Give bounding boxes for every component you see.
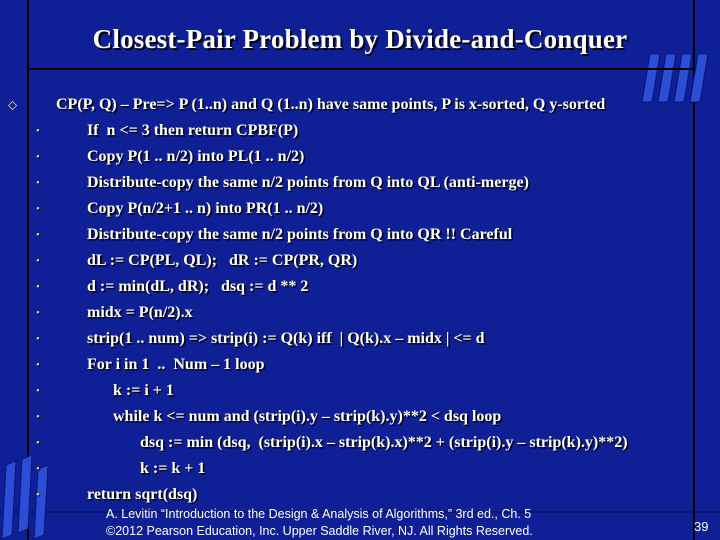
code-line: k := i + 1 [113, 382, 174, 399]
code-line: midx = P(n/2).x [87, 304, 193, 321]
page-number: 39 [694, 519, 709, 534]
code-line: dL := CP(PL, QL); dR := CP(PR, QR) [87, 252, 358, 269]
round-bullet-icon: • [36, 281, 40, 293]
round-bullet-icon: • [36, 385, 40, 397]
code-line: Copy P(n/2+1 .. n) into PR(1 .. n/2) [87, 200, 324, 217]
round-bullet-icon: • [36, 411, 40, 423]
code-line: return sqrt(dsq) [87, 486, 198, 503]
round-bullet-icon: • [36, 151, 40, 163]
code-line: Distribute-copy the same n/2 points from Q into QR !! Careful [87, 226, 513, 243]
round-bullet-icon: • [36, 437, 40, 449]
round-bullet-icon: • [36, 203, 40, 215]
code-line: d := min(dL, dR); dsq := d ** 2 [87, 278, 309, 295]
slide-title: Closest-Pair Problem by Divide-and-Conquer [92, 24, 628, 54]
round-bullet-icon: • [36, 463, 40, 475]
code-line: strip(1 .. num) => strip(i) := Q(k) iff | Q(k).x – midx | <= d [87, 330, 485, 347]
round-bullet-icon: • [36, 307, 40, 319]
code-line: Distribute-copy the same n/2 points from Q into QL (anti-merge) [87, 174, 529, 191]
round-bullet-icon: • [36, 359, 40, 371]
citation-line-2: ©2012 Pearson Education, Inc. Upper Saddle River, NJ. All Rights Reserved. [106, 524, 533, 538]
round-bullet-icon: • [36, 489, 40, 501]
code-line: If n <= 3 then return CPBF(P) [87, 122, 299, 139]
round-bullet-icon: • [36, 255, 40, 267]
code-line: k := k + 1 [140, 460, 206, 477]
citation [106, 506, 533, 540]
citation-line-1: A. Levitin “Introduction to the Design & Analysis of Algorithms,” 3rd ed., Ch. 5 [106, 507, 532, 521]
round-bullet-icon: • [36, 333, 40, 345]
code-line: dsq := min (dsq, (strip(i).x – strip(k).x)**2 + (strip(i).y – strip(k).y)**2) [140, 434, 628, 451]
code-line: For i in 1 .. Num – 1 loop [87, 356, 265, 373]
round-bullet-icon: • [36, 177, 40, 189]
code-line: Copy P(1 .. n/2) into PL(1 .. n/2) [87, 148, 305, 165]
round-bullet-icon: • [36, 125, 40, 137]
code-line-header: CP(P, Q) – Pre=> P (1..n) and Q (1..n) have same points, P is x-sorted, Q y-sorted [56, 96, 606, 113]
hollow-arrow-bullet-icon: ⬦ [8, 97, 18, 112]
round-bullet-icon: • [36, 229, 40, 241]
code-line: while k <= num and (strip(i).y – strip(k).y)**2 < dsq loop [113, 408, 502, 425]
